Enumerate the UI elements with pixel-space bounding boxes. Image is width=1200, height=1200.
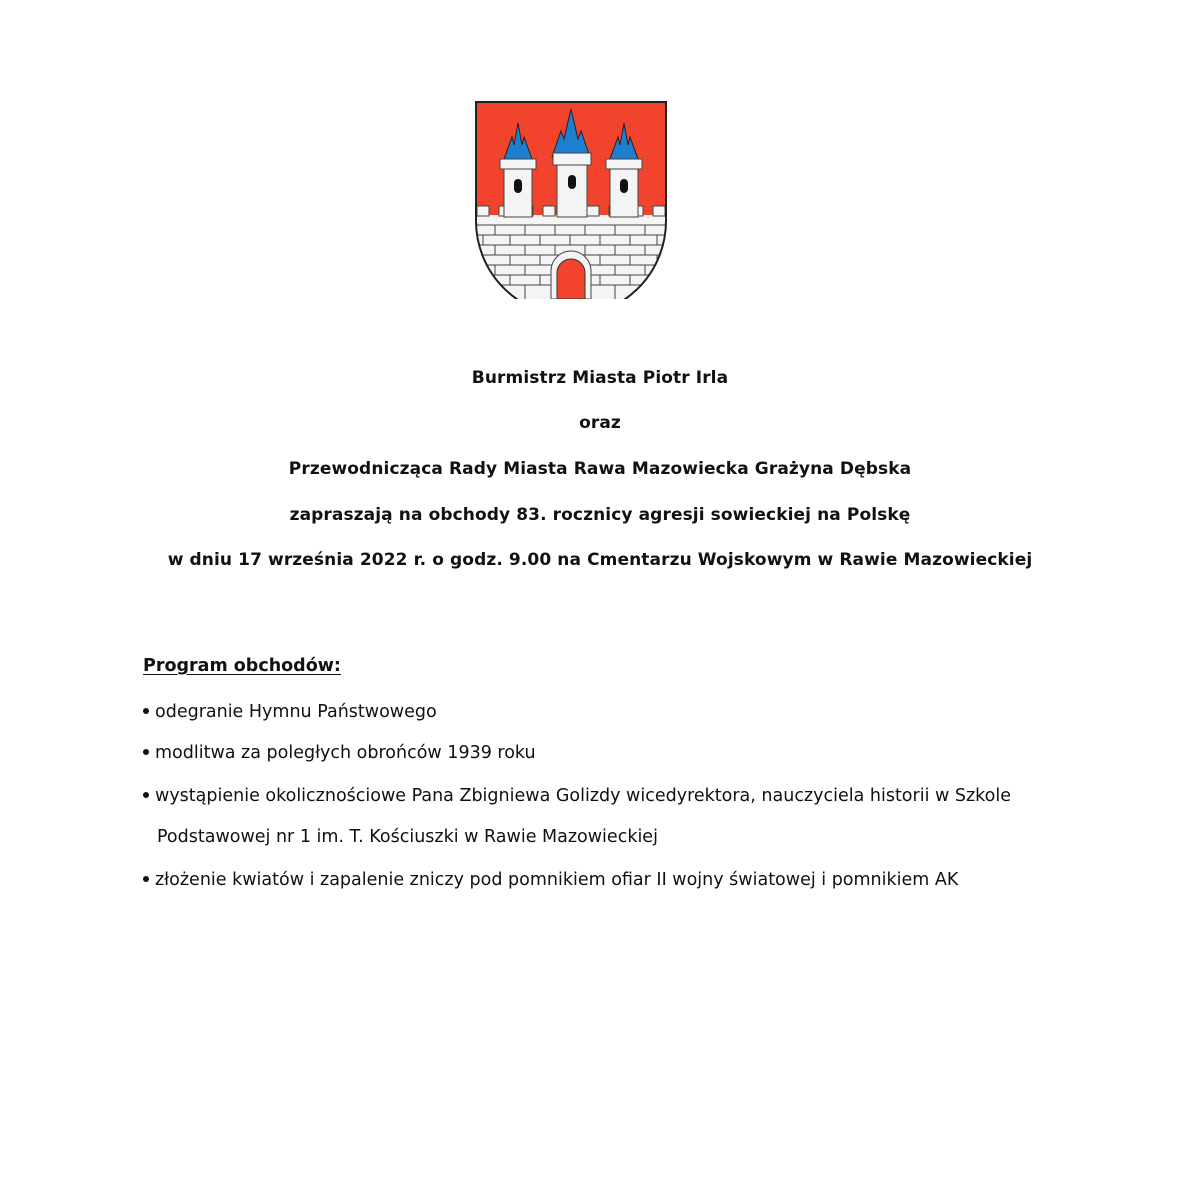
program-item — [143, 743, 536, 763]
header-line-date-place: w dniu 17 września 2022 r. o godz. 9.00 na Cmentarzu Wojskowym w Rawie Mazowieckiej — [167, 550, 1033, 570]
bullet-icon — [143, 749, 149, 755]
coat-of-arms-icon — [475, 101, 667, 299]
program-item — [143, 870, 958, 890]
program-item-text: złożenie kwiatów i zapalenie zniczy pod pomnikiem ofiar II wojny światowej i pomnikiem AK — [155, 870, 959, 890]
header-line-mayor: Burmistrz Miasta Piotr Irla — [471, 368, 729, 388]
header-line-invitation: zapraszają na obchody 83. rocznicy agresji sowieckiej na Polskę — [289, 505, 911, 525]
bullet-icon — [143, 792, 149, 798]
header-line-and: oraz — [579, 413, 621, 433]
bullet-icon — [143, 708, 149, 714]
program-item-text: modlitwa za poległych obrońców 1939 roku — [155, 743, 536, 763]
program-title: Program obchodów: — [143, 656, 341, 676]
program-item-text: odegranie Hymnu Państwowego — [155, 702, 437, 722]
header-line-council-chair: Przewodnicząca Rady Miasta Rawa Mazowiecka Grażyna Dębska — [288, 459, 912, 479]
coat-of-arms — [475, 101, 667, 299]
bullet-icon — [143, 876, 149, 882]
program-item — [143, 786, 1011, 806]
program-item — [143, 702, 437, 722]
program-item-text: wystąpienie okolicznościowe Pana Zbigniewa Golizdy wicedyrektora, nauczyciela historii w Szkole — [155, 786, 1012, 806]
program-item-continuation: Podstawowej nr 1 im. T. Kościuszki w Rawie Mazowieckiej — [157, 827, 658, 847]
